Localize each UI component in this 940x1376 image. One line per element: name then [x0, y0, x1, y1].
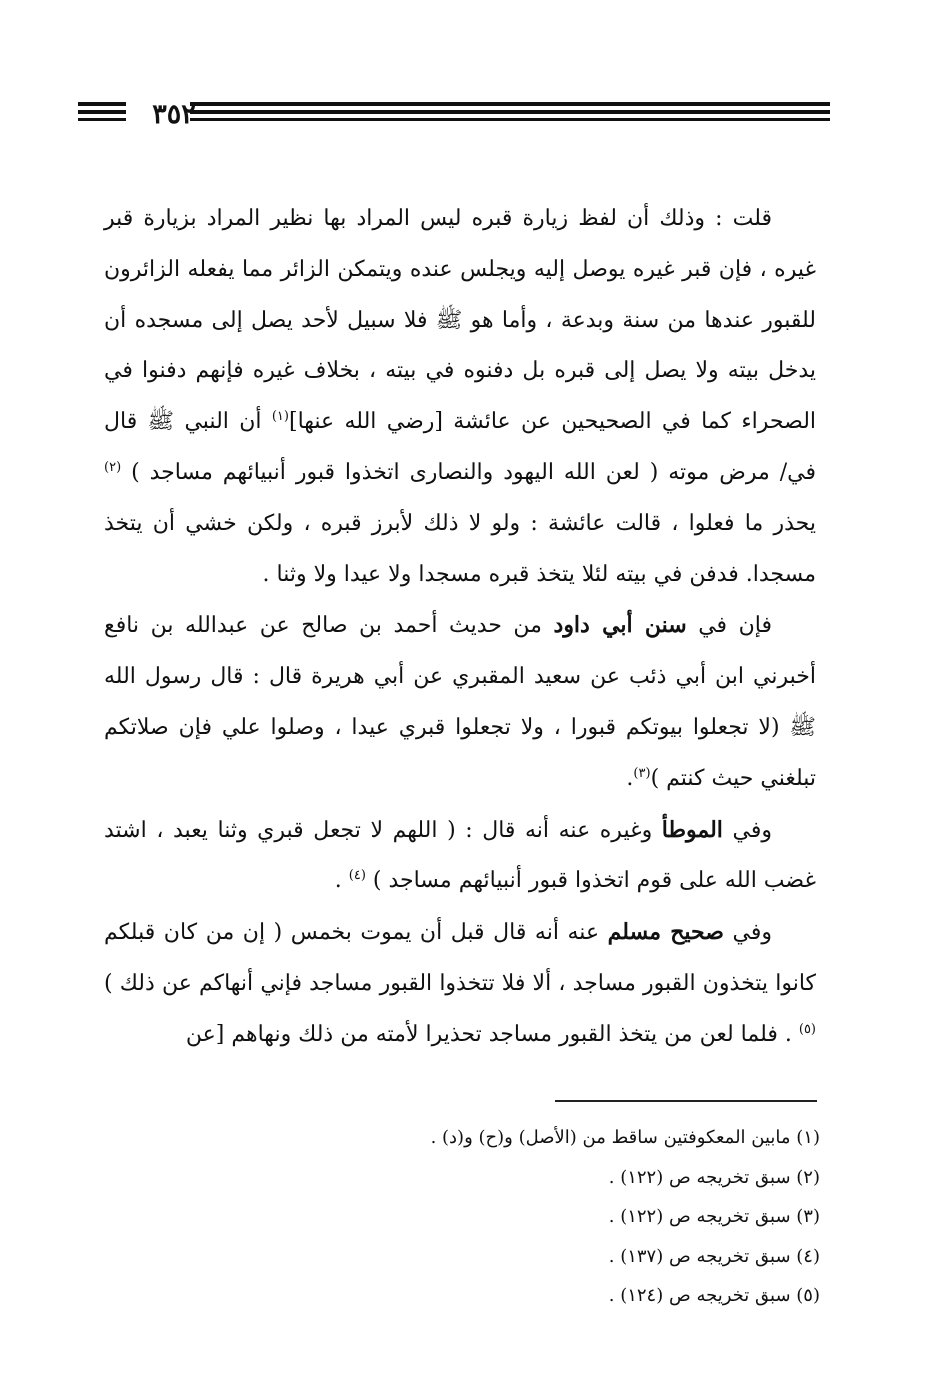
footnote-separator	[555, 1100, 817, 1102]
footnotes	[400, 1118, 820, 1316]
paragraph-text: أن النبي ﷺ قال في/ مرض موته ( لعن الله اليهود والنصارى اتخذوا قبور أنبيائهم مساجد )	[104, 409, 816, 485]
paragraph-1	[104, 194, 816, 600]
footnote-ref: (٢)	[104, 459, 122, 475]
header-rule-right-mid	[190, 110, 830, 114]
page-number: ٣٥٢	[152, 99, 196, 130]
header-rule-left-bottom	[78, 118, 126, 121]
main-text	[104, 194, 816, 1061]
footnote-ref: (٣)	[633, 765, 651, 781]
paragraph-4	[104, 907, 816, 1060]
footnote-ref: (٤)	[348, 868, 366, 884]
paragraph-tail: .	[334, 868, 349, 894]
paragraph-lead: وفي	[723, 920, 772, 946]
footnote-1: (١) مابين المعكوفتين ساقط من (الأصل) و(ح) و(د) .	[430, 1127, 820, 1148]
header-rule-left-mid	[78, 110, 126, 114]
page-header	[78, 96, 830, 136]
header-rule-right-top	[190, 102, 830, 106]
footnote-3: (٣) سبق تخريجه ص (١٢٢) .	[608, 1206, 820, 1227]
paragraph-2	[104, 600, 816, 804]
paragraph-text: قلت : وذلك أن لفظ زيارة قبره ليس المراد بها نظير المراد بزيارة قبر غيره ، فإن قبر غيره يوصل إليه ويجلس عنده ويتمكن الزائر مما يفعله الزائرون للقبور عندها من سنة وبدعة ، وأما هو ﷺ فلا سبيل لأحد يصل إلى مسجده أن يدخل بيته ولا يصل إلى قبره بل دفنوه في بيته ، بخلاف غيره فإنهم دفنوا في الصحراء كما في الصحيحين عن عائشة [رضي الله عنها]	[104, 206, 817, 435]
footnote-4: (٤) سبق تخريجه ص (١٣٧) .	[608, 1245, 820, 1267]
book-title: الموطأ	[661, 816, 723, 843]
header-rule-right-bottom	[190, 118, 830, 121]
paragraph-lead: فإن في	[686, 613, 773, 639]
paragraph-3	[104, 805, 816, 908]
paragraph-text: عنه أنه قال قبل أن يموت بخمس ( إن من كان قبلكم كانوا يتخذون القبور مساجد ، ألا فلا تتخذوا القبور مساجد فإني أنهاكم عن ذلك )	[104, 920, 816, 996]
paragraph-tail: . فلما لعن من يتخذ القبور مساجد تحذيرا لأمته من ذلك ونهاهم [عن	[185, 1021, 799, 1047]
footnote-ref: (١)	[271, 409, 289, 425]
footnote-ref: (٥)	[798, 1021, 816, 1037]
paragraph-text: من حديث أحمد بن صالح عن عبدالله بن نافع أخبرني ابن أبي ذئب عن سعيد المقبري عن أبي هريرة قال : قال رسول الله ﷺ (لا تجعلوا بيوتكم قبورا ، ولا تجعلوا قبري عيدا ، وصلوا علي فإن صلاتكم تبلغني حيث كنتم )	[104, 613, 816, 791]
book-title: سنن أبي داود	[553, 612, 687, 639]
paragraph-text: وغيره عنه أنه قال : ( اللهم لا تجعل قبري وثنا يعبد ، اشتد غضب الله على قوم اتخذوا قبور أنبيائهم مساجد )	[104, 817, 816, 894]
book-title: صحيح مسلم	[607, 919, 724, 946]
paragraph-lead: وفي	[722, 817, 772, 843]
header-rule-left-top	[78, 102, 126, 106]
paragraph-text: يحذر ما فعلوا ، قالت عائشة : ولو لا ذلك لأبرز قبره ، ولكن خشي أن يتخذ مسجدا. فدفن في بيته لئلا يتخذ قبره مسجدا ولا عيدا ولا وثنا .	[104, 510, 816, 587]
footnote-2: (٢) سبق تخريجه ص (١٢٢) .	[608, 1166, 820, 1188]
paragraph-tail: .	[626, 765, 634, 791]
footnote-5: (٥) سبق تخريجه ص (١٢٤) .	[608, 1285, 820, 1306]
